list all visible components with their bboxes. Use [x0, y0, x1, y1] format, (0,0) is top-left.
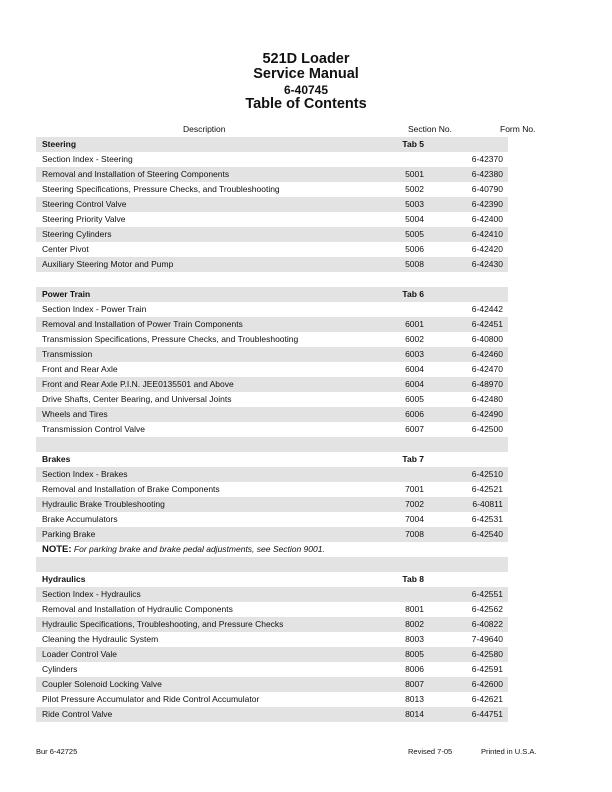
item-form-number: 6-42551: [471, 589, 503, 599]
item-form-number: 6-44751: [471, 709, 503, 719]
section-name: Brakes: [42, 454, 71, 464]
column-header-section: Section No.: [408, 124, 452, 134]
item-section-number: 5003: [405, 199, 424, 209]
column-header-description: Description: [183, 124, 226, 134]
section-header-row: [36, 452, 508, 467]
item-form-number: 6-42562: [471, 604, 503, 614]
item-section-number: 6006: [405, 409, 424, 419]
note-row: [36, 542, 508, 557]
item-form-number: 6-40811: [472, 499, 503, 509]
item-form-number: 6-42580: [471, 649, 503, 659]
item-form-number: 6-42531: [471, 514, 503, 524]
item-description: Brake Accumulators: [42, 514, 118, 524]
item-description: Removal and Installation of Steering Components: [42, 169, 230, 179]
item-description: Cleaning the Hydraulic System: [42, 634, 159, 644]
item-description: Section Index - Steering: [42, 154, 133, 164]
item-description: Steering Specifications, Pressure Checks, and Troubleshooting: [42, 184, 280, 194]
item-form-number: 6-42591: [471, 664, 503, 674]
note-label: NOTE:: [42, 544, 72, 555]
item-section-number: 6002: [405, 334, 424, 344]
section-tab: Tab 6: [402, 289, 424, 299]
item-description: Removal and Installation of Brake Components: [42, 484, 220, 494]
item-description: Pilot Pressure Accumulator and Ride Control Accumulator: [42, 694, 260, 704]
item-description: Wheels and Tires: [42, 409, 108, 419]
item-description: Hydraulic Brake Troubleshooting: [42, 499, 165, 509]
item-description: Ride Control Valve: [42, 709, 113, 719]
item-section-number: 6004: [405, 379, 424, 389]
section-name: Hydraulics: [42, 574, 86, 584]
footer-printed: Printed in U.S.A.: [481, 747, 537, 756]
document-subtitle: Service Manual: [253, 66, 359, 82]
item-description: Steering Cylinders: [42, 229, 112, 239]
note-body: For parking brake and brake pedal adjustments, see Section 9001.: [71, 544, 325, 554]
section-header-row: [36, 287, 508, 302]
item-form-number: 6-42540: [471, 529, 503, 539]
table-row: [36, 362, 508, 377]
item-section-number: 8003: [405, 634, 424, 644]
item-form-number: 6-42600: [471, 679, 503, 689]
item-section-number: 5002: [405, 184, 424, 194]
table-row: [36, 152, 508, 167]
section-name: Steering: [42, 139, 77, 149]
table-row: [36, 632, 508, 647]
table-row: [36, 377, 508, 392]
table-row: [36, 422, 508, 437]
table-row: [36, 257, 508, 272]
item-description: Hydraulic Specifications, Troubleshooting, and Pressure Checks: [42, 619, 284, 629]
section-tab: Tab 5: [402, 139, 424, 149]
item-section-number: 6007: [405, 424, 424, 434]
item-section-number: 5005: [405, 229, 424, 239]
table-row: [36, 317, 508, 332]
item-description: Section Index - Power Train: [42, 304, 147, 314]
table-row: [36, 527, 508, 542]
item-section-number: 8007: [405, 679, 424, 689]
item-description: Front and Rear Axle P.I.N. JEE0135501 and Above: [42, 379, 234, 389]
footer-bur-number: Bur 6-42725: [36, 747, 78, 756]
item-section-number: 5008: [405, 259, 424, 269]
item-description: Center Pivot: [42, 244, 89, 254]
item-form-number: 6-42390: [471, 199, 503, 209]
item-form-number: 6-42451: [471, 319, 503, 329]
table-row: [36, 167, 508, 182]
item-section-number: 6003: [405, 349, 424, 359]
blank-row: [36, 437, 508, 452]
table-row: [36, 707, 508, 722]
item-section-number: 8005: [405, 649, 424, 659]
item-description: Drive Shafts, Center Bearing, and Universal Joints: [42, 394, 232, 404]
table-row: [36, 512, 508, 527]
item-description: Auxiliary Steering Motor and Pump: [42, 259, 174, 269]
item-form-number: 6-40822: [471, 619, 503, 629]
item-description: Section Index - Hydraulics: [42, 589, 141, 599]
table-row: [36, 617, 508, 632]
table-row: [36, 587, 508, 602]
item-form-number: 6-42460: [471, 349, 503, 359]
table-row: [36, 392, 508, 407]
blank-row: [36, 557, 508, 572]
item-form-number: 6-42400: [471, 214, 503, 224]
item-description: Transmission Control Valve: [42, 424, 145, 434]
column-header-form: Form No.: [500, 124, 536, 134]
blank-row: [36, 272, 508, 287]
table-row: [36, 407, 508, 422]
item-section-number: 6005: [405, 394, 424, 404]
item-description: Transmission: [42, 349, 93, 359]
table-row: [36, 692, 508, 707]
table-row: [36, 242, 508, 257]
item-form-number: 6-40790: [471, 184, 503, 194]
item-description: Removal and Installation of Power Train Components: [42, 319, 243, 329]
item-form-number: 6-42380: [471, 169, 503, 179]
table-row: [36, 602, 508, 617]
item-form-number: 6-42510: [471, 469, 503, 479]
section-name: Power Train: [42, 289, 91, 299]
table-row: [36, 647, 508, 662]
section-tab: Tab 8: [402, 574, 424, 584]
item-description: Section Index - Brakes: [42, 469, 128, 479]
item-description: Steering Control Valve: [42, 199, 127, 209]
item-form-number: 7-49640: [471, 634, 503, 644]
item-section-number: 8006: [405, 664, 424, 674]
document-title: 521D Loader: [262, 51, 350, 67]
table-row: [36, 467, 508, 482]
contents-heading: Table of Contents: [245, 96, 367, 112]
item-section-number: 8001: [405, 604, 424, 614]
table-row: [36, 677, 508, 692]
table-row: [36, 482, 508, 497]
footer-revised: Revised 7-05: [408, 747, 453, 756]
table-row: [36, 497, 508, 512]
item-form-number: 6-42442: [471, 304, 503, 314]
item-section-number: 8013: [405, 694, 424, 704]
item-section-number: 5006: [405, 244, 424, 254]
item-description: Loader Control Vale: [42, 649, 117, 659]
item-form-number: 6-48970: [471, 379, 503, 389]
table-row: [36, 182, 508, 197]
item-description: Parking Brake: [42, 529, 96, 539]
item-section-number: 6004: [405, 364, 424, 374]
item-form-number: 6-42470: [471, 364, 503, 374]
item-form-number: 6-42621: [471, 694, 503, 704]
item-form-number: 6-42490: [471, 409, 503, 419]
section-header-row: [36, 137, 508, 152]
table-row: [36, 197, 508, 212]
contents-table: [36, 137, 508, 722]
item-form-number: 6-42480: [471, 394, 503, 404]
item-section-number: 5001: [405, 169, 424, 179]
item-description: Coupler Solenoid Locking Valve: [42, 679, 162, 689]
item-section-number: 5004: [405, 214, 424, 224]
manual-number: 6-40745: [283, 83, 329, 97]
table-row: [36, 227, 508, 242]
table-row: [36, 347, 508, 362]
table-row: [36, 212, 508, 227]
section-tab: Tab 7: [402, 454, 424, 464]
item-section-number: 8002: [405, 619, 424, 629]
item-section-number: 7001: [405, 484, 424, 494]
item-description: Transmission Specifications, Pressure Checks, and Troubleshooting: [42, 334, 299, 344]
section-header-row: [36, 572, 508, 587]
item-section-number: 7008: [405, 529, 424, 539]
table-row: [36, 302, 508, 317]
item-form-number: 6-42500: [471, 424, 503, 434]
table-row: [36, 662, 508, 677]
item-form-number: 6-40800: [471, 334, 503, 344]
item-form-number: 6-42420: [471, 244, 503, 254]
item-description: Front and Rear Axle: [42, 364, 118, 374]
item-form-number: 6-42430: [471, 259, 503, 269]
item-form-number: 6-42370: [471, 154, 503, 164]
item-description: Steering Priority Valve: [42, 214, 126, 224]
item-form-number: 6-42521: [471, 484, 503, 494]
item-section-number: 7004: [405, 514, 424, 524]
item-section-number: 6001: [405, 319, 424, 329]
item-section-number: 8014: [405, 709, 424, 719]
item-description: Removal and Installation of Hydraulic Components: [42, 604, 233, 614]
item-description: Cylinders: [42, 664, 78, 674]
item-form-number: 6-42410: [471, 229, 503, 239]
table-row: [36, 332, 508, 347]
note-text: [42, 542, 325, 557]
item-section-number: 7002: [405, 499, 424, 509]
